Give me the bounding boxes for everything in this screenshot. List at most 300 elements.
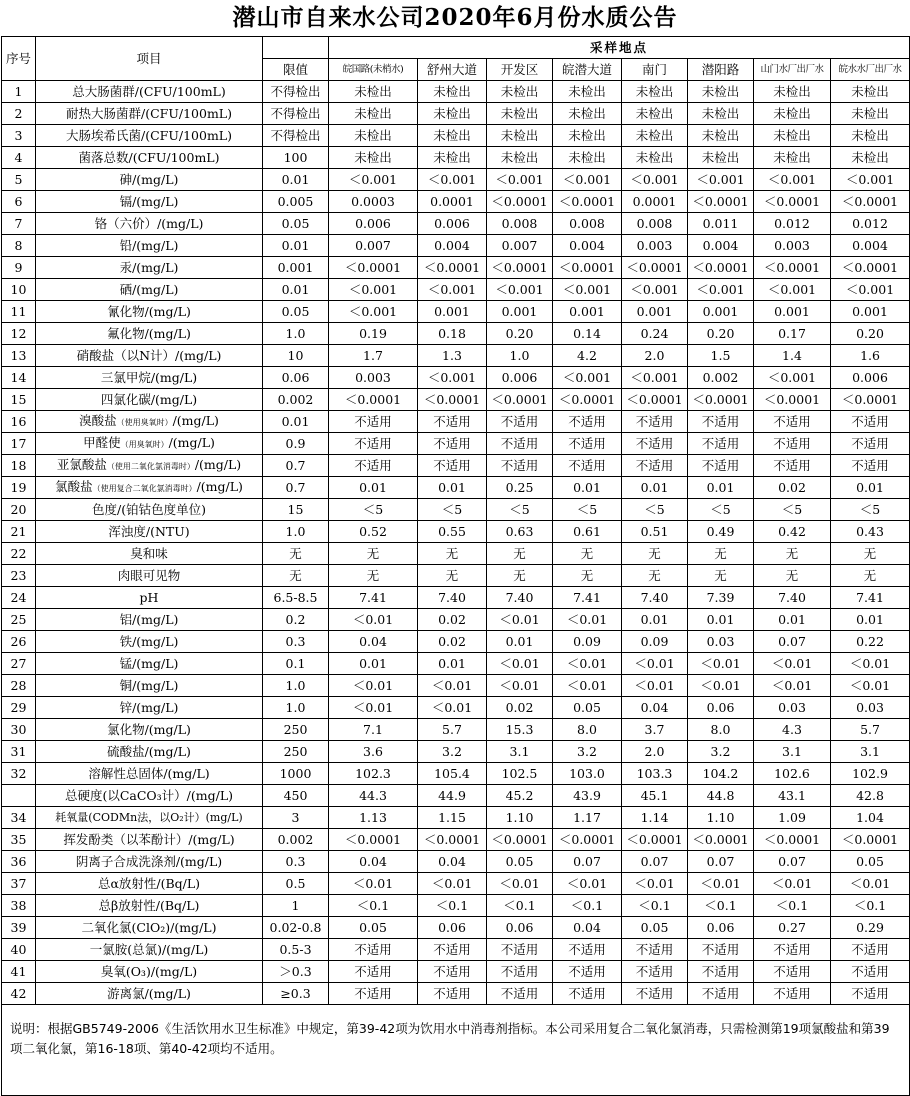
row-item	[36, 499, 263, 521]
row-limit: 0.5	[263, 873, 329, 895]
row-value: 103.0	[553, 763, 622, 785]
row-value: ＜0.0001	[553, 829, 622, 851]
row-value: 1.17	[553, 807, 622, 829]
row-value: ＜0.01	[487, 675, 553, 697]
row-value: 未检出	[754, 147, 831, 169]
row-value: 不适用	[553, 961, 622, 983]
row-value: ＜0.0001	[622, 389, 688, 411]
row-item	[36, 433, 263, 455]
row-value: 不适用	[622, 961, 688, 983]
table-row	[2, 345, 910, 367]
table-row	[2, 279, 910, 301]
row-value: 5.7	[831, 719, 910, 741]
row-item	[36, 257, 263, 279]
row-value: ＜0.01	[329, 609, 418, 631]
row-value: ＜0.0001	[418, 829, 487, 851]
row-number: 24	[2, 587, 36, 609]
table-row	[2, 851, 910, 873]
row-value: ＜5	[487, 499, 553, 521]
row-item	[36, 873, 263, 895]
row-limit: ≥0.3	[263, 983, 329, 1005]
row-item	[36, 323, 263, 345]
row-item	[36, 345, 263, 367]
row-value: 0.19	[329, 323, 418, 345]
row-value: 未检出	[553, 103, 622, 125]
row-value: 不适用	[688, 961, 754, 983]
table-row	[2, 81, 910, 103]
item-name: 色度/(铂钴色度单位)	[92, 502, 206, 517]
row-value: ＜0.0001	[553, 389, 622, 411]
row-value: 未检出	[487, 81, 553, 103]
row-value: 不适用	[688, 983, 754, 1005]
item-name: 铁/(mg/L)	[119, 634, 179, 649]
row-limit: 100	[263, 147, 329, 169]
row-value: ＜0.0001	[487, 191, 553, 213]
row-value: 0.05	[831, 851, 910, 873]
header-site: 南门	[622, 59, 688, 81]
row-value: 0.006	[329, 213, 418, 235]
table-row	[2, 653, 910, 675]
item-name: 总α放射性/(Bq/L)	[97, 876, 201, 891]
row-limit: 0.05	[263, 213, 329, 235]
item-note: （使用复合二氧化氯消毒时）	[92, 484, 197, 493]
row-value: 0.04	[329, 631, 418, 653]
row-limit: 不得检出	[263, 81, 329, 103]
row-value: ＜0.01	[329, 675, 418, 697]
row-value: ＜0.01	[553, 675, 622, 697]
row-value: ＜0.0001	[487, 257, 553, 279]
row-value: 未检出	[688, 81, 754, 103]
row-value: 0.22	[831, 631, 910, 653]
row-value: 0.09	[622, 631, 688, 653]
item-name: 硫酸盐/(mg/L)	[107, 744, 191, 759]
item-name: 三氯甲烷/(mg/L)	[100, 370, 198, 385]
row-number: 42	[2, 983, 36, 1005]
row-limit: 0.1	[263, 653, 329, 675]
row-value: 未检出	[831, 103, 910, 125]
row-value: ＜0.001	[622, 169, 688, 191]
row-value: 0.04	[553, 917, 622, 939]
row-value: 无	[329, 543, 418, 565]
row-value: ＜0.1	[329, 895, 418, 917]
row-item	[36, 917, 263, 939]
header-site: 皖国路(未梢水)	[329, 59, 418, 81]
row-value: 0.01	[418, 477, 487, 499]
row-value: ＜0.001	[418, 169, 487, 191]
row-value: 0.002	[688, 367, 754, 389]
row-value: ＜0.01	[754, 653, 831, 675]
row-value: ＜0.01	[418, 675, 487, 697]
row-value: ＜0.01	[329, 873, 418, 895]
item-name: 游离氯/(mg/L)	[107, 986, 191, 1001]
row-value: 不适用	[487, 411, 553, 433]
table-row	[2, 807, 910, 829]
row-limit: 1000	[263, 763, 329, 785]
row-limit: 0.5-3	[263, 939, 329, 961]
row-value: 0.61	[553, 521, 622, 543]
row-value: ＜0.0001	[622, 829, 688, 851]
row-value: 0.003	[622, 235, 688, 257]
row-number: 14	[2, 367, 36, 389]
row-value: 0.006	[831, 367, 910, 389]
row-value: ＜0.001	[553, 279, 622, 301]
row-number: 13	[2, 345, 36, 367]
row-value: 无	[487, 565, 553, 587]
row-value: 7.39	[688, 587, 754, 609]
row-value: 未检出	[418, 103, 487, 125]
item-name: 浑浊度/(NTU)	[108, 524, 190, 539]
row-limit: 0.002	[263, 829, 329, 851]
row-value: 0.02	[487, 697, 553, 719]
row-limit: 1.0	[263, 697, 329, 719]
table-row	[2, 587, 910, 609]
item-name: 臭氧(O₃)/(mg/L)	[100, 964, 198, 979]
row-value: 未检出	[487, 147, 553, 169]
row-value: 0.01	[329, 477, 418, 499]
table-row	[2, 675, 910, 697]
row-limit: 0.01	[263, 411, 329, 433]
row-number: 2	[2, 103, 36, 125]
row-value: 不适用	[688, 411, 754, 433]
item-name: 铬（六价）/(mg/L)	[94, 216, 204, 231]
row-value: ＜0.0001	[831, 257, 910, 279]
row-value: 未检出	[622, 103, 688, 125]
row-value: 不适用	[688, 939, 754, 961]
row-value: 0.004	[688, 235, 754, 257]
row-limit: 10	[263, 345, 329, 367]
row-item	[36, 279, 263, 301]
row-value: 不适用	[487, 939, 553, 961]
row-value: 0.07	[553, 851, 622, 873]
table-row	[2, 719, 910, 741]
row-number: 31	[2, 741, 36, 763]
row-value: 未检出	[831, 125, 910, 147]
row-value: 未检出	[831, 147, 910, 169]
row-value: 不适用	[329, 983, 418, 1005]
row-item	[36, 125, 263, 147]
row-value: 0.012	[831, 213, 910, 235]
item-name: 挥发酚类（以苯酚计）/(mg/L)	[63, 832, 235, 847]
row-value: 1.09	[754, 807, 831, 829]
header-site: 舒州大道	[418, 59, 487, 81]
row-value: 未检出	[688, 125, 754, 147]
row-value: 0.06	[487, 917, 553, 939]
header-sites-group: 采样地点	[329, 37, 910, 59]
item-name: 亚氯酸盐	[56, 457, 107, 472]
row-value: ＜0.0001	[329, 829, 418, 851]
row-value: ＜5	[553, 499, 622, 521]
row-value: 不适用	[754, 961, 831, 983]
row-value: 不适用	[418, 455, 487, 477]
item-name: 氯酸盐	[55, 479, 93, 494]
row-value: 0.02	[418, 609, 487, 631]
row-value: 不适用	[418, 433, 487, 455]
row-value: 不适用	[487, 455, 553, 477]
item-name: 总硬度(以CaCO₃计）/(mg/L)	[64, 788, 234, 803]
row-value: ＜0.0001	[688, 257, 754, 279]
row-item	[36, 169, 263, 191]
table-row	[2, 389, 910, 411]
row-item	[36, 367, 263, 389]
row-limit: 0.02-0.8	[263, 917, 329, 939]
row-value: 0.001	[487, 301, 553, 323]
row-value: ＜0.01	[688, 675, 754, 697]
row-value: 不适用	[688, 433, 754, 455]
row-value: 未检出	[754, 103, 831, 125]
row-value: ＜0.01	[329, 697, 418, 719]
row-value: 不适用	[754, 455, 831, 477]
row-value: 0.25	[487, 477, 553, 499]
row-value: 0.001	[418, 301, 487, 323]
row-value: 不适用	[329, 455, 418, 477]
row-limit: 0.7	[263, 477, 329, 499]
row-value: ＜0.001	[418, 279, 487, 301]
row-item	[36, 411, 263, 433]
row-value: ＜0.01	[754, 675, 831, 697]
row-value: 0.01	[329, 653, 418, 675]
row-value: 0.49	[688, 521, 754, 543]
row-value: ＜0.001	[754, 367, 831, 389]
row-value: 未检出	[622, 125, 688, 147]
row-value: ＜0.0001	[553, 257, 622, 279]
row-limit: 450	[263, 785, 329, 807]
row-item	[36, 543, 263, 565]
row-value: 未检出	[329, 125, 418, 147]
row-value: 不适用	[487, 983, 553, 1005]
item-name: 耐热大肠菌群/(CFU/100mL)	[66, 106, 232, 121]
row-item	[36, 521, 263, 543]
row-value: 不适用	[831, 961, 910, 983]
row-number: 3	[2, 125, 36, 147]
row-value: ＜0.001	[622, 367, 688, 389]
row-limit: 0.001	[263, 257, 329, 279]
row-value: ＜0.001	[688, 279, 754, 301]
row-item	[36, 103, 263, 125]
row-item	[36, 807, 263, 829]
row-limit: 不得检出	[263, 125, 329, 147]
row-value: 102.9	[831, 763, 910, 785]
row-value: 0.05	[329, 917, 418, 939]
row-item	[36, 235, 263, 257]
row-value: ＜0.001	[553, 367, 622, 389]
item-name: 溶解性总固体/(mg/L)	[88, 766, 210, 781]
row-number: 25	[2, 609, 36, 631]
header-site: 开发区	[487, 59, 553, 81]
row-value: ＜0.001	[553, 169, 622, 191]
row-value: 不适用	[329, 961, 418, 983]
row-limit: 250	[263, 741, 329, 763]
row-value: 0.03	[831, 697, 910, 719]
row-value: 0.001	[831, 301, 910, 323]
row-value: 无	[831, 565, 910, 587]
row-item	[36, 697, 263, 719]
row-value: ＜0.01	[754, 873, 831, 895]
row-number: 29	[2, 697, 36, 719]
row-value: ＜0.01	[553, 609, 622, 631]
row-value: ＜0.01	[831, 873, 910, 895]
row-value: 未检出	[418, 147, 487, 169]
row-number: 27	[2, 653, 36, 675]
row-value: 0.0001	[622, 191, 688, 213]
row-value: 不适用	[487, 961, 553, 983]
row-number: 1	[2, 81, 36, 103]
row-value: 0.04	[622, 697, 688, 719]
row-value: 1.14	[622, 807, 688, 829]
row-value: 0.004	[553, 235, 622, 257]
header-row-1	[2, 37, 910, 59]
row-value: 3.1	[754, 741, 831, 763]
row-value: 1.13	[329, 807, 418, 829]
row-value: 不适用	[754, 983, 831, 1005]
table-row	[2, 499, 910, 521]
row-value: 45.1	[622, 785, 688, 807]
row-value: 无	[754, 565, 831, 587]
row-number: 36	[2, 851, 36, 873]
row-value: 0.001	[553, 301, 622, 323]
row-value: 不适用	[754, 411, 831, 433]
row-value: ＜0.01	[622, 653, 688, 675]
row-value: ＜0.001	[688, 169, 754, 191]
row-item	[36, 763, 263, 785]
item-name: 硝酸盐（以N计）/(mg/L)	[76, 348, 222, 363]
row-value: 44.9	[418, 785, 487, 807]
row-value: ＜0.01	[418, 873, 487, 895]
row-value: 不适用	[553, 939, 622, 961]
row-value: 15.3	[487, 719, 553, 741]
row-item	[36, 147, 263, 169]
row-number: 41	[2, 961, 36, 983]
item-unit: /(mg/L)	[194, 457, 242, 472]
row-number: 39	[2, 917, 36, 939]
row-value: 3.2	[418, 741, 487, 763]
row-value: ＜0.0001	[754, 389, 831, 411]
table-row	[2, 411, 910, 433]
row-value: 无	[329, 565, 418, 587]
item-name: 铝/(mg/L)	[119, 612, 179, 627]
row-value: ＜0.01	[622, 675, 688, 697]
row-value: ＜0.1	[622, 895, 688, 917]
row-value: 1.7	[329, 345, 418, 367]
row-number: 37	[2, 873, 36, 895]
row-value: 不适用	[553, 433, 622, 455]
row-number: 34	[2, 807, 36, 829]
row-value: 1.4	[754, 345, 831, 367]
row-value: 0.05	[622, 917, 688, 939]
table-row	[2, 191, 910, 213]
row-value: 不适用	[553, 411, 622, 433]
row-value: ＜0.001	[329, 301, 418, 323]
table-row	[2, 543, 910, 565]
row-value: 3.1	[831, 741, 910, 763]
row-value: 0.42	[754, 521, 831, 543]
row-item	[36, 719, 263, 741]
row-item	[36, 653, 263, 675]
row-value: ＜0.001	[622, 279, 688, 301]
item-name: 铅/(mg/L)	[119, 238, 179, 253]
row-value: 0.003	[329, 367, 418, 389]
row-value: 0.001	[754, 301, 831, 323]
table-row	[2, 213, 910, 235]
row-value: 43.9	[553, 785, 622, 807]
row-value: ＜0.0001	[688, 829, 754, 851]
item-name: 四氯化碳/(mg/L)	[100, 392, 198, 407]
row-value: 2.0	[622, 345, 688, 367]
row-value: 不适用	[831, 433, 910, 455]
row-limit: 0.002	[263, 389, 329, 411]
row-value: 未检出	[329, 147, 418, 169]
row-value: 不适用	[688, 455, 754, 477]
row-value: 3.1	[487, 741, 553, 763]
row-value: 4.3	[754, 719, 831, 741]
item-name: 肉眼可见物	[117, 568, 181, 583]
row-number	[2, 785, 36, 807]
row-value: ＜0.0001	[754, 257, 831, 279]
row-value: 未检出	[487, 125, 553, 147]
row-number: 4	[2, 147, 36, 169]
row-value: ＜0.01	[831, 653, 910, 675]
row-value: 不适用	[418, 939, 487, 961]
header-blank	[263, 37, 329, 59]
row-value: 2.0	[622, 741, 688, 763]
row-number: 12	[2, 323, 36, 345]
row-item	[36, 191, 263, 213]
row-value: 0.008	[487, 213, 553, 235]
row-number: 10	[2, 279, 36, 301]
row-limit: 0.06	[263, 367, 329, 389]
row-value: 不适用	[553, 455, 622, 477]
row-value: 1.15	[418, 807, 487, 829]
row-limit: 6.5-8.5	[263, 587, 329, 609]
row-item	[36, 81, 263, 103]
table-row	[2, 103, 910, 125]
item-name: 总β放射性/(Bq/L)	[98, 898, 200, 913]
row-value: 不适用	[418, 961, 487, 983]
row-value: 0.43	[831, 521, 910, 543]
row-value: 0.01	[831, 477, 910, 499]
row-value: ＜0.1	[831, 895, 910, 917]
table-row	[2, 455, 910, 477]
row-value: 0.01	[487, 631, 553, 653]
table-row	[2, 169, 910, 191]
row-value: 5.7	[418, 719, 487, 741]
row-value: 0.29	[831, 917, 910, 939]
row-value: 45.2	[487, 785, 553, 807]
row-number: 20	[2, 499, 36, 521]
row-value: ＜0.0001	[831, 829, 910, 851]
row-value: 未检出	[831, 81, 910, 103]
row-limit: 1.0	[263, 675, 329, 697]
row-value: 0.24	[622, 323, 688, 345]
row-value: 0.012	[754, 213, 831, 235]
row-value: ＜0.01	[418, 697, 487, 719]
row-value: 0.01	[553, 477, 622, 499]
row-value: ＜0.1	[418, 895, 487, 917]
row-number: 16	[2, 411, 36, 433]
row-limit: 0.7	[263, 455, 329, 477]
table-row	[2, 235, 910, 257]
row-item	[36, 609, 263, 631]
row-value: ＜0.01	[553, 653, 622, 675]
table-row	[2, 917, 910, 939]
item-name: 臭和味	[130, 546, 168, 561]
row-value: ＜0.1	[487, 895, 553, 917]
row-number: 21	[2, 521, 36, 543]
row-value: 0.51	[622, 521, 688, 543]
row-number: 18	[2, 455, 36, 477]
row-value: 不适用	[831, 411, 910, 433]
row-limit: 15	[263, 499, 329, 521]
row-value: 0.004	[418, 235, 487, 257]
